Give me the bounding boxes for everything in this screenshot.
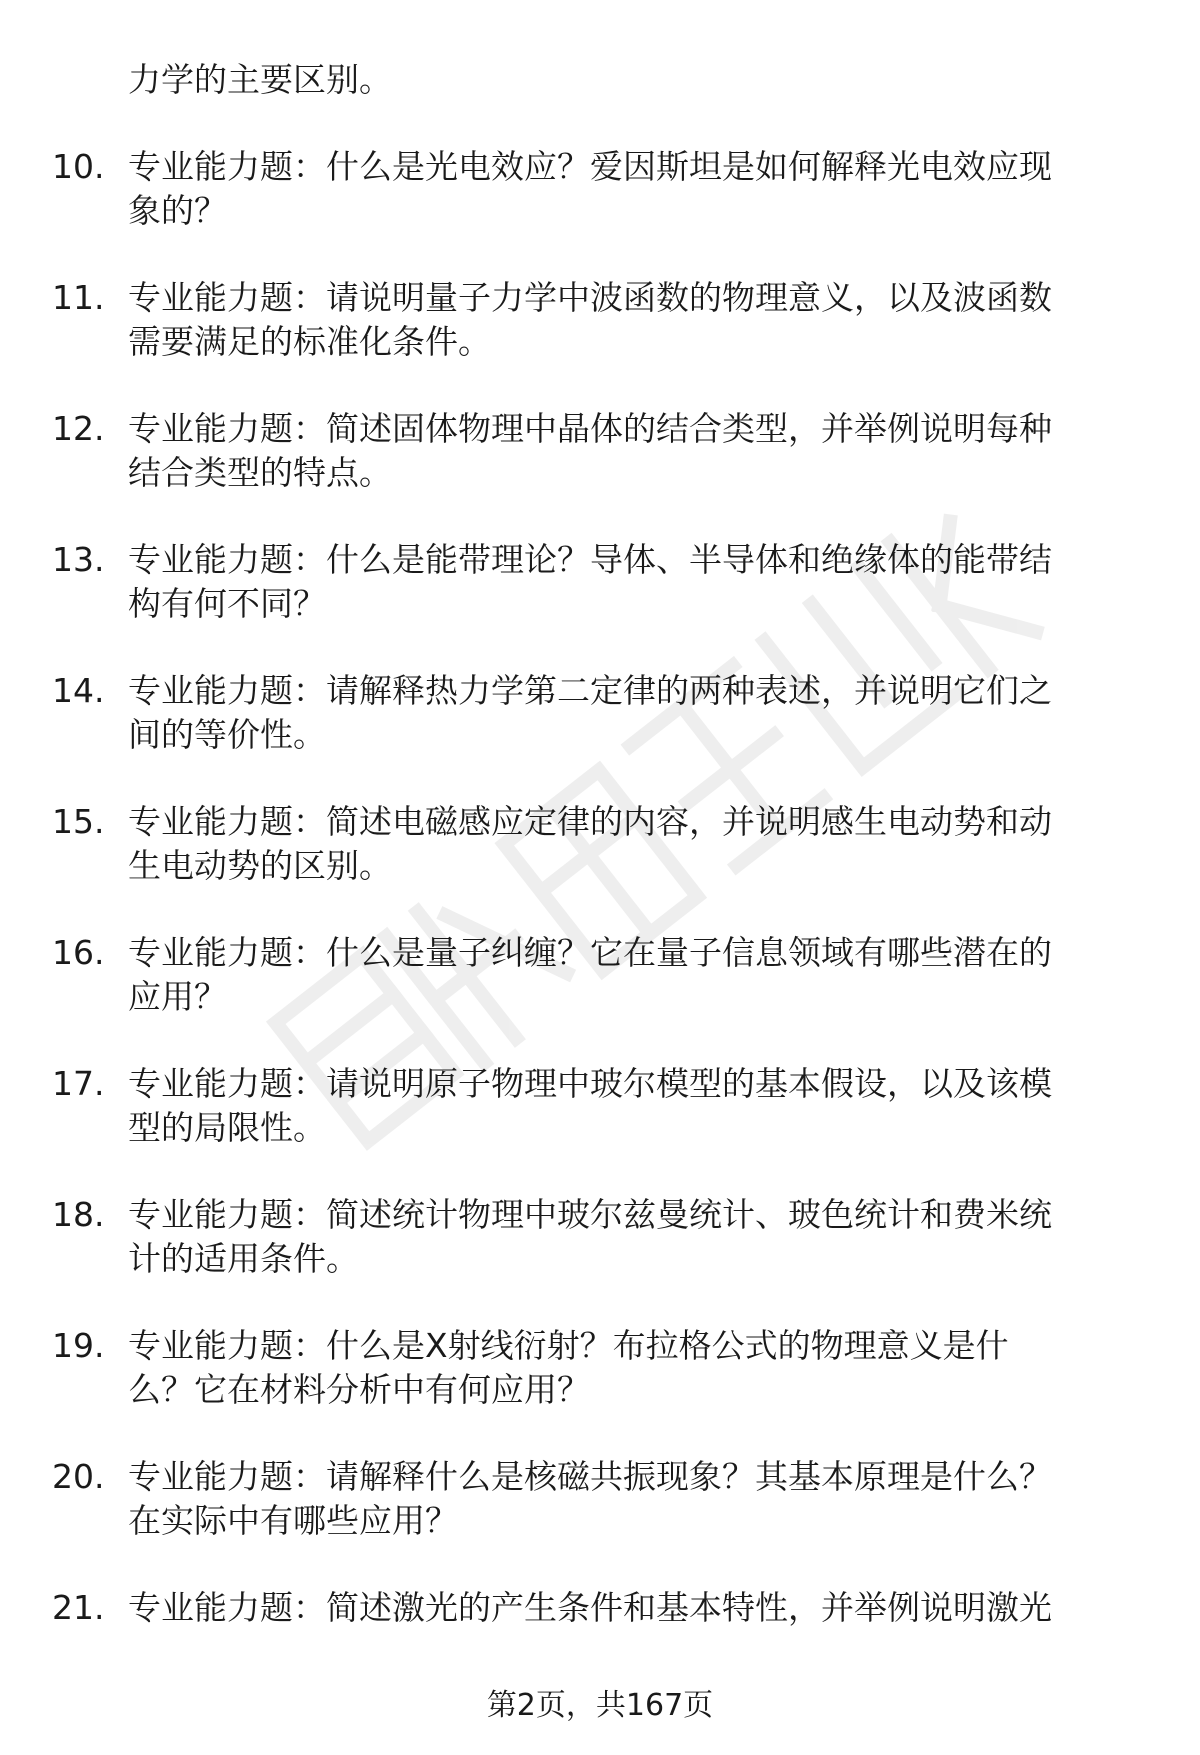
question-text (128, 1193, 1153, 1281)
question-text (128, 1586, 1153, 1630)
question-text (128, 1324, 1153, 1412)
question-text-line: 生电动势的区别。 (128, 846, 392, 885)
question-text (128, 538, 1153, 626)
question-text (128, 1062, 1153, 1150)
question-item (0, 1062, 1200, 1193)
question-text-line: 应用？ (128, 977, 227, 1016)
question-text-line: 专业能力题：什么是X射线衍射？布拉格公式的物理意义是什 (128, 1326, 1009, 1365)
question-item (0, 1324, 1200, 1455)
question-number: 13. (52, 540, 105, 579)
question-text-line: 间的等价性。 (128, 715, 326, 754)
question-text-line: 象的？ (128, 191, 227, 230)
question-number: 16. (52, 933, 105, 972)
question-number: 11. (52, 278, 105, 317)
question-text (128, 931, 1153, 1019)
question-number: 15. (52, 802, 105, 841)
continuation-text: 力学的主要区别。 (128, 60, 392, 99)
question-item (0, 669, 1200, 800)
question-text (128, 145, 1153, 233)
question-text-line: 么？它在材料分析中有何应用？ (128, 1370, 590, 1409)
question-text-line: 专业能力题：请说明量子力学中波函数的物理意义，以及波函数 (128, 278, 1052, 317)
question-item (0, 931, 1200, 1062)
question-text-line: 专业能力题：请解释热力学第二定律的两种表述，并说明它们之 (128, 671, 1052, 710)
question-number: 17. (52, 1064, 105, 1103)
question-number: 10. (52, 147, 105, 186)
question-text-line: 专业能力题：什么是量子纠缠？它在量子信息领域有哪些潜在的 (128, 933, 1052, 972)
question-text-line: 专业能力题：简述固体物理中晶体的结合类型，并举例说明每种 (128, 409, 1052, 448)
question-number: 18. (52, 1195, 105, 1234)
question-text-line: 计的适用条件。 (128, 1239, 359, 1278)
question-text-line: 专业能力题：简述激光的产生条件和基本特性，并举例说明激光 (128, 1588, 1052, 1627)
question-item (0, 538, 1200, 669)
question-number: 19. (52, 1326, 105, 1365)
question-text-line: 专业能力题：请解释什么是核磁共振现象？其基本原理是什么？ (128, 1457, 1052, 1496)
question-text-line: 在实际中有哪些应用？ (128, 1501, 458, 1540)
question-list (0, 145, 1200, 1717)
question-text-line: 专业能力题：简述统计物理中玻尔兹曼统计、玻色统计和费米统 (128, 1195, 1052, 1234)
question-text (128, 800, 1153, 888)
question-text-line: 结合类型的特点。 (128, 453, 392, 492)
question-number: 12. (52, 409, 105, 448)
question-text-line: 型的局限性。 (128, 1108, 326, 1147)
question-text-line: 专业能力题：简述电磁感应定律的内容，并说明感生电动势和动 (128, 802, 1052, 841)
question-number: 14. (52, 671, 105, 710)
question-text (128, 669, 1153, 757)
question-number: 21. (52, 1588, 105, 1627)
question-item (0, 407, 1200, 538)
question-text-line: 需要满足的标准化条件。 (128, 322, 491, 361)
question-item (0, 1455, 1200, 1586)
question-item (0, 1193, 1200, 1324)
question-item (0, 145, 1200, 276)
question-text-line: 专业能力题：什么是能带理论？导体、半导体和绝缘体的能带结 (128, 540, 1052, 579)
question-text (128, 1455, 1153, 1543)
question-item (0, 800, 1200, 931)
question-text-line: 专业能力题：请说明原子物理中玻尔模型的基本假设，以及该模 (128, 1064, 1052, 1103)
question-text (128, 276, 1153, 364)
question-item (0, 276, 1200, 407)
question-text (128, 407, 1153, 495)
question-text-line: 专业能力题：什么是光电效应？爱因斯坦是如何解释光电效应现 (128, 147, 1052, 186)
question-text-line: 构有何不同？ (128, 584, 326, 623)
question-number: 20. (52, 1457, 105, 1496)
page-footer: 第2页，共167页 (486, 1688, 714, 1723)
